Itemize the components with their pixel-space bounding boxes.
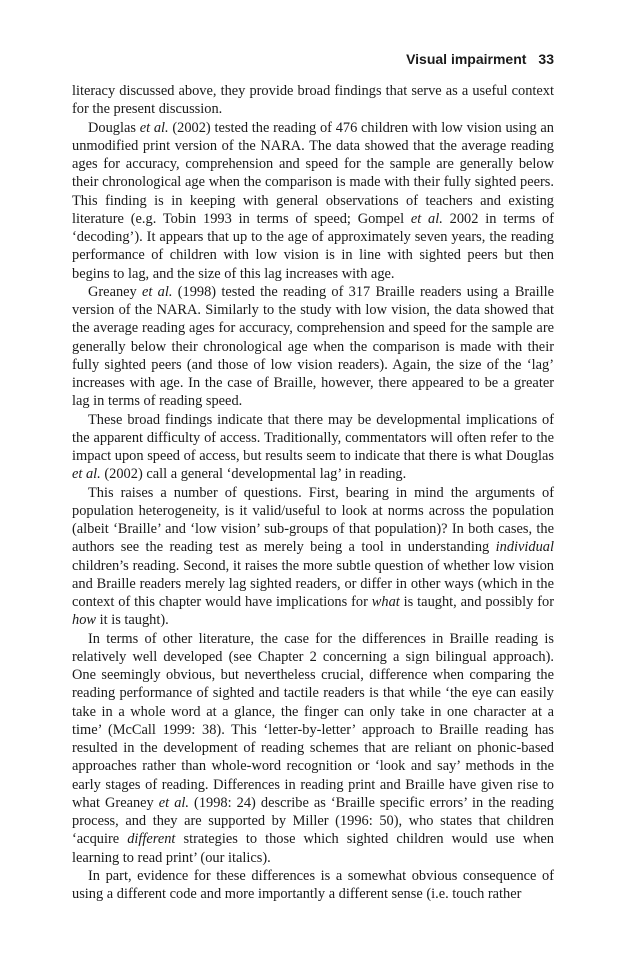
text-run: is taught, and possibly for <box>399 594 554 610</box>
chapter-title: Visual impairment <box>406 51 527 67</box>
paragraph <box>72 119 554 283</box>
paragraph <box>72 283 554 411</box>
text-run: strategies to those which sighted children would use when learning to read print’ (our italics). <box>72 831 554 866</box>
text-run: 2002 in terms of ‘decoding’). It appears that up to the age of approximately seven years, the reading performance of children with low vision is in line with sighted peers but then begins to lag, and the size of this lag increases with age. <box>72 210 554 282</box>
text-run: This raises a number of questions. First, bearing in mind the arguments of population heterogeneity, is it valid/useful to look at norms across the population (albeit ‘Braille’ and ‘low vision’ sub-groups of that population)? In both cases, the authors see the reading test as merely being a tool in understanding <box>72 484 554 556</box>
text-run: Greaney <box>88 283 142 300</box>
italic-text: et al. <box>142 283 173 300</box>
italic-text: et al. <box>139 119 169 136</box>
text-run: children’s reading. Second, it raises the more subtle question of whether low vision and Braille readers merely lag sighted readers, or differ in other ways (which in the context of this chapter would have implications for <box>72 557 554 610</box>
text-run: (2002) tested the reading of 476 children with low vision using an unmodified print version of the NARA. The data showed that the average reading ages for accuracy, comprehension and speed for the sample are generally below their chronological age when the comparison is made with their fully sighted peers. This finding is in keeping with general observations of teachers and existing literature (e.g. Tobin 1993 in terms of speed; Gompel <box>72 119 554 227</box>
italic-text: et al. <box>158 794 190 811</box>
paragraph <box>72 411 554 484</box>
text-run: These broad findings indicate that there may be developmental implications of the apparent difficulty of access. Traditionally, commentators will often refer to the impact upon speed of access, but results seem to indicate that there is what Douglas <box>72 411 554 464</box>
italic-text: individual <box>495 539 554 556</box>
text-run: In terms of other literature, the case for the differences in Braille reading is relatively well developed (see Chapter 2 concerning a sign bilingual approach). One seemingly obvious, but nevertheless crucial, difference when comparing the reading performance of sighted and tactile readers is that while ‘the eye can easily take in a whole word at a glance, the finger can only take in one character at a time’ (McCall 1999: 38). This ‘letter-by-letter’ approach to Braille reading has resulted in the development of reading schemes that are reliant on phonic-based approaches rather than whole-word recognition or ‘look and say’ methods in the early stages of reading. Differences in reading print and Braille have given rise to what Greaney <box>72 630 554 811</box>
italic-text: different <box>127 831 176 848</box>
text-run: literacy discussed above, they provide broad findings that serve as a useful context for the present discussion. <box>72 83 554 118</box>
paragraph <box>72 484 554 630</box>
italic-text: et al. <box>72 466 101 483</box>
text-run: it is taught). <box>96 612 169 629</box>
running-head <box>406 51 554 67</box>
italic-text: et al. <box>410 210 443 227</box>
text-run: (1998) tested the reading of 317 Braille readers using a Braille version of the NARA. Similarly to the study with low vision, the data showed that the average reading ages for accuracy, comprehension and speed for the sample are generally below their chronological age when the comparison is made with their fully sighted peers (and those of low vision readers). Again, the size of the ‘lag’ increases with age. In the case of Braille, however, there appeared to be a greater lag in terms of reading speed. <box>72 283 554 410</box>
body-text <box>72 82 554 903</box>
text-run: In part, evidence for these differences is a somewhat obvious consequence of using a different code and more importantly a different sense (i.e. touch rather <box>72 867 554 902</box>
text-run: (1998: 24) describe as ‘Braille specific errors’ in the reading process, and they are supported by Miller (1996: 50), who states that children ‘acquire <box>72 794 554 848</box>
italic-text: what <box>371 594 400 610</box>
text-run: Douglas <box>88 119 140 136</box>
page-number: 33 <box>538 51 554 67</box>
paragraph <box>72 867 554 904</box>
text-run: (2002) call a general ‘developmental lag’ in reading. <box>100 466 407 483</box>
italic-text: how <box>72 612 96 629</box>
paragraph <box>72 82 554 119</box>
paragraph <box>72 630 554 867</box>
